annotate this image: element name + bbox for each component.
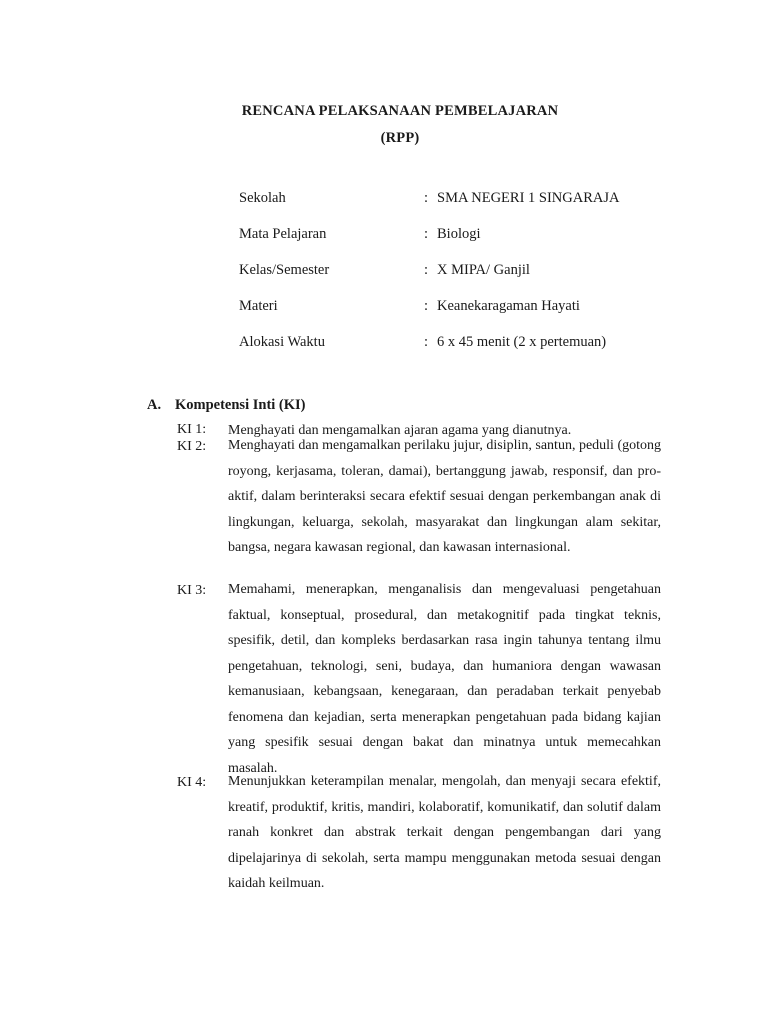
document-title: RENCANA PELAKSANAAN PEMBELAJARAN: [241, 103, 559, 119]
identity-label: Mata Pelajaran: [239, 226, 327, 242]
identity-separator: :: [424, 262, 429, 278]
identity-label: Materi: [239, 298, 278, 314]
identity-label: Kelas/Semester: [239, 262, 330, 278]
identity-table: [239, 190, 699, 370]
identity-value: Biologi: [437, 226, 481, 242]
ki-label: KI 2:: [177, 439, 207, 454]
identity-row-sekolah: [239, 190, 699, 226]
identity-label: Sekolah: [239, 190, 286, 206]
ki-text: Menghayati dan mengamalkan ajaran agama yang dianutnya.: [228, 423, 572, 438]
section-heading-kompetensi-inti: [147, 397, 306, 414]
identity-row-alokasi-waktu: [239, 334, 699, 370]
identity-row-kelas-semester: [239, 262, 699, 298]
identity-value: 6 x 45 menit (2 x pertemuan): [437, 334, 607, 350]
ki-text: Menunjukkan keterampilan menalar, mengolah, dan menyaji secara efektif, kreatif, produktif, kritis, mandiri, kolaboratif, komunikatif, dan solutif dalam ranah konkret dan abstrak terkait dengan pengembangan dari yang dipelajarinya di sekolah, serta mampu menggunakan metoda sesuai dengan kaidah keilmuan.: [228, 774, 661, 891]
identity-value: SMA NEGERI 1 SINGARAJA: [437, 190, 620, 206]
identity-value: X MIPA/ Ganjil: [437, 262, 530, 278]
document-subtitle: (RPP): [380, 130, 420, 146]
identity-value: Keanekaragaman Hayati: [437, 298, 580, 314]
identity-separator: :: [424, 334, 429, 350]
section-letter: A.: [147, 397, 162, 413]
identity-row-mata-pelajaran: [239, 226, 699, 262]
identity-label: Alokasi Waktu: [239, 334, 325, 350]
ki-label: KI 1:: [177, 422, 207, 437]
ki-label: KI 3:: [177, 583, 207, 598]
ki-text: Memahami, menerapkan, menganalisis dan mengevaluasi pengetahuan faktual, konseptual, prosedural, dan metakognitif pada tingkat teknis, spesifik, detil, dan kompleks berdasarkan rasa ingin tahunya tentang ilmu pengetahuan, teknologi, seni, budaya, dan humaniora dengan wawasan kemanusiaan, kebangsaan, kenegaraan, dan peradaban terkait penyebab fenomena dan kejadian, serta menerapkan pengetahuan pada bidang kajian yang spesifik sesuai dengan bakat dan minatnya untuk memecahkan masalah.: [228, 582, 661, 776]
section-title: Kompetensi Inti (KI): [175, 397, 306, 413]
identity-separator: :: [424, 226, 429, 242]
ki-label: KI 4:: [177, 775, 207, 790]
identity-row-materi: [239, 298, 699, 334]
identity-separator: :: [424, 298, 429, 314]
ki-text: Menghayati dan mengamalkan perilaku jujur, disiplin, santun, peduli (gotong royong, kerjasama, toleran, damai), bertanggung jawab, responsif, dan pro-aktif, dalam berinteraksi secara efektif sesuai dengan perkembangan anak di lingkungan, keluarga, sekolah, masyarakat dan lingkungan alam sekitar, bangsa, negara kawasan regional, dan kawasan internasional.: [228, 438, 661, 555]
identity-separator: :: [424, 190, 429, 206]
